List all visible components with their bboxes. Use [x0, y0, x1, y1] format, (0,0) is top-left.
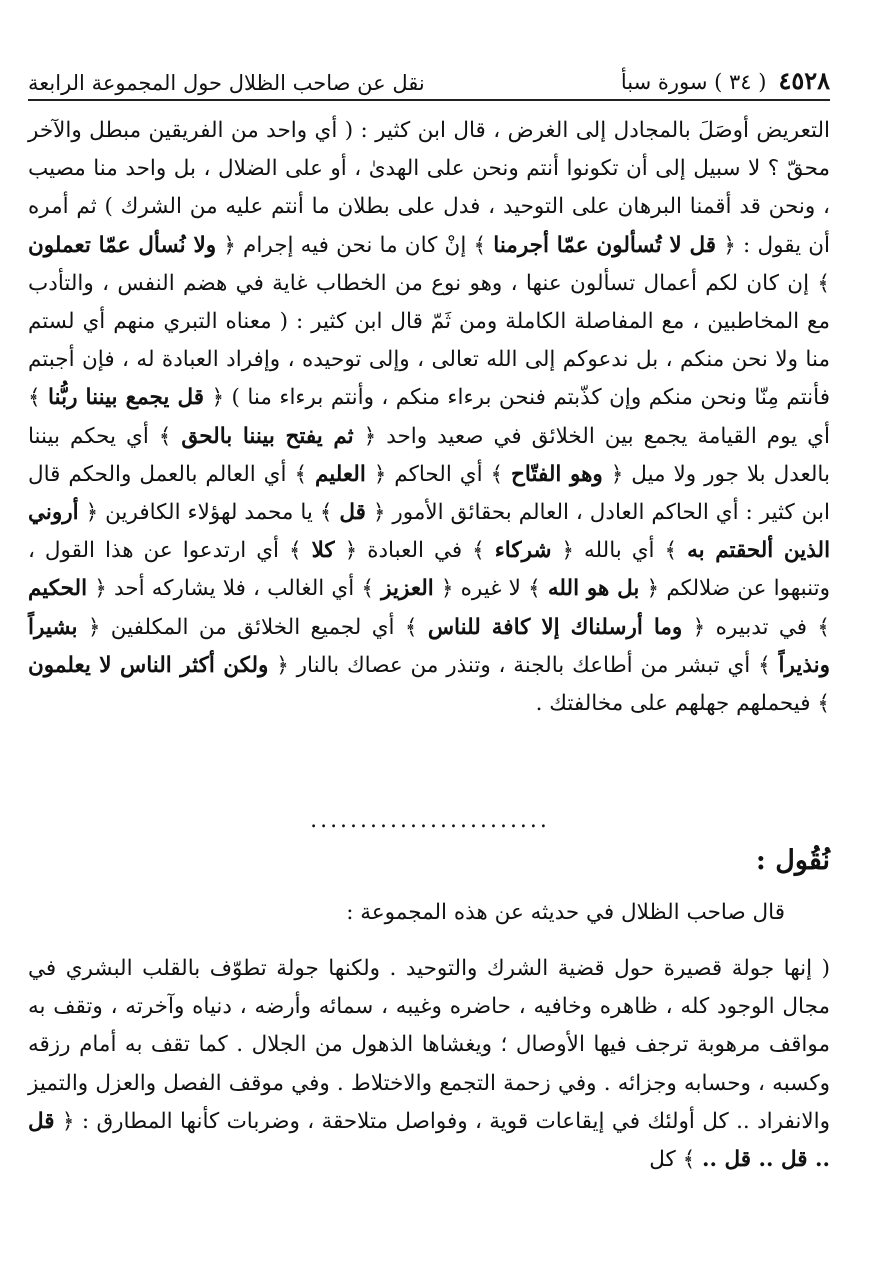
header-rule	[28, 99, 830, 101]
text-run: إنْ كان ما نحن فيه إجرام	[235, 232, 474, 258]
bracket-close: ﴾	[361, 576, 382, 602]
quote-text: بل هو الله	[547, 576, 640, 602]
text-run: أي يحكم بيننا بالعدل بلا جور ولا ميل	[28, 423, 830, 487]
bracket-open: ﴿	[365, 461, 387, 487]
quote-text: قل	[339, 500, 366, 526]
bracket-close: ﴾	[817, 691, 830, 717]
quote-text: ولكن أكثر الناس لا يعلمون	[28, 652, 269, 678]
quran-quote	[473, 233, 735, 258]
quote-text: العزيز	[381, 576, 434, 602]
bracket-close: ﴾	[817, 614, 830, 640]
text-run: أي الحاكم	[386, 461, 491, 487]
text-run: إن كان لكم أعمال تسألون عنها ، وهو نوع من الخطاب غاية في هضم النفس ، والتأدب مع المخاطبين ، مع المفاصلة الكاملة ومن ثَمّ قال ابن كثير : ( معناه التبري منهم أي لستم منا ولا نحن منكم ، بل ندعوكم إلى الله تعالى ، وإلى توحيده ، وإفراد العبادة له ، فإن أجبتم فأنتم مِنّا ونحن منكم وإن كذّبتم فنحن برءاء منكم ، وأنتم برءاء منا )	[28, 270, 830, 411]
bracket-close: ﴾	[404, 614, 428, 640]
text-run: فيحملهم جهلهم على مخالفتك .	[535, 691, 818, 717]
text-run: أي الغالب ، فلا يشاركه أحد	[106, 576, 362, 602]
bracket-open: ﴿	[204, 385, 225, 411]
quote-text: شركاء	[494, 538, 552, 564]
quote-text: ولا نُسأل عمّا تعملون	[28, 232, 217, 258]
quran-quote	[28, 385, 224, 410]
bracket-close: ﴾	[158, 423, 182, 449]
bracket-close: ﴾	[289, 538, 312, 564]
text-run: في العبادة	[357, 538, 473, 564]
bracket-close: ﴾	[294, 461, 315, 487]
text-run: أي يوم القيامة يجمع بين الخلائق في صعيد واحد	[376, 423, 830, 449]
quran-quote	[405, 615, 705, 640]
bracket-open: ﴿	[77, 614, 101, 640]
text-run: كل	[649, 1147, 683, 1173]
bracket-close: ﴾	[682, 1147, 703, 1173]
section-label: نقل عن صاحب الظلال حول المجموعة الرابعة	[28, 71, 425, 95]
quote-text: قل لا تُسألون عمّا أجرمنا	[493, 232, 717, 258]
text-run: ( إنها جولة قصيرة حول قضية الشرك والتوحيد . ولكنها جولة تطوّف بالقلب البشري في مجال الوجود كله ، ظاهره وخافيه ، حاضره وغيبه ، سمائه وأرضه ، دنياه وآخرته ، وتقف به مواقف مرهوبة ترجف فيها الأوصال ؛ ويغشاها الذهول من الجلال . كما تقف به أمام رزقه وكسبه ، وحسابه وجزائه . وفي زحمة التجمع والاختلاط . وفي موقف الفصل والعزل والتميز والانفراد .. كل أولئك في إيقاعات قوية ، وفواصل متلاحقة ، وضربات كأنها المطارق :	[28, 956, 831, 1134]
quran-quote	[472, 538, 574, 563]
quote-text: أروني الذين ألحقتم به	[28, 500, 831, 564]
header-right	[621, 66, 830, 95]
bracket-close: ﴾	[817, 270, 830, 296]
bracket-open: ﴿	[334, 538, 358, 564]
quote-text: وهو الفتّاح	[511, 461, 603, 487]
bracket-open: ﴿	[87, 576, 107, 602]
quote-text: كلا	[311, 538, 335, 564]
quote-text: العليم	[314, 461, 366, 487]
text-run: لا غيره	[453, 576, 529, 602]
quote-text: قل يجمع بيننا ربُّنا	[48, 385, 205, 411]
text-run: أي تبشر من أطاعك بالجنة ، وتنذر من عصاك بالنار	[288, 652, 759, 678]
quran-quote	[491, 462, 624, 487]
running-header	[28, 55, 830, 95]
body-paragraph-2	[28, 950, 830, 1179]
page-number: ٤٥٢٨	[778, 66, 830, 95]
bracket-open: ﴿	[602, 461, 624, 487]
text-run: أي بالله	[574, 538, 665, 564]
bracket-close: ﴾	[472, 538, 495, 564]
quran-quote	[528, 576, 659, 601]
body-paragraph-1	[28, 112, 830, 723]
surah-label: ( ٣٤ ) سورة سبأ	[620, 70, 767, 94]
quran-quote	[294, 462, 386, 487]
bracket-open: ﴿	[353, 423, 377, 449]
quran-quote	[361, 576, 453, 601]
quran-quote	[289, 538, 357, 563]
text-run: في تدبيره	[705, 614, 818, 640]
quran-quote	[159, 424, 376, 449]
bracket-open: ﴿	[716, 232, 736, 258]
bracket-open: ﴿	[78, 500, 99, 526]
text-run: أي العالم بالعمل والحكم قال ابن كثير : أي الحاكم العادل ، العالم بحقائق الأمور	[28, 461, 830, 526]
intro-line: قال صاحب الظلال في حديثه عن هذه المجموعة :	[346, 900, 785, 925]
bracket-open: ﴿	[551, 538, 575, 564]
quote-text: ثم يفتح بيننا بالحق	[181, 423, 354, 449]
bracket-open: ﴿	[639, 576, 660, 602]
bracket-close: ﴾	[758, 652, 779, 678]
bracket-open: ﴿	[54, 1108, 75, 1134]
bracket-close: ﴾	[319, 500, 340, 526]
bracket-close: ﴾	[28, 385, 49, 411]
text-run: أي ارتدعوا عن هذا القول ، وتنبهوا عن ضلالكم	[28, 538, 830, 602]
bracket-open: ﴿	[365, 500, 386, 526]
quote-text: قل .. قل .. قل ..	[28, 1108, 830, 1173]
text-run: أي لجميع الخلائق من المكلفين	[100, 614, 405, 640]
bracket-open: ﴿	[268, 652, 289, 678]
quote-text: الحكيم	[28, 576, 88, 602]
bracket-close: ﴾	[664, 538, 688, 564]
bracket-open: ﴿	[682, 614, 706, 640]
bracket-open: ﴿	[433, 576, 454, 602]
text-run: التعريض أوصَلَ بالمجادل إلى الغرض ، قال ابن كثير : ( أي واحد من الفريقين مبطل والآخر محقّ ؟ لا سبيل إلى أن تكونوا أنتم ونحن على الهدىٰ ، أو على الضلال ، بل واحد منا مصيب ، ونحن قد أقمنا البرهان على التوحيد ، فدل على بطلان ما أنتم عليه من الشرك ) ثم أمره أن يقول :	[28, 118, 830, 258]
bracket-open: ﴿	[216, 232, 236, 258]
quote-text: بشيراً ونذيراً	[28, 614, 830, 678]
bracket-close: ﴾	[528, 576, 548, 602]
bracket-close: ﴾	[490, 461, 512, 487]
separator-dots: ........................	[310, 808, 550, 833]
section-title: نُقُول :	[755, 845, 830, 876]
bracket-close: ﴾	[473, 232, 494, 258]
text-run: يا محمد لهؤلاء الكافرين	[98, 500, 320, 526]
quran-quote	[320, 500, 386, 525]
quote-text: وما أرسلناك إلا كافة للناس	[427, 614, 683, 640]
